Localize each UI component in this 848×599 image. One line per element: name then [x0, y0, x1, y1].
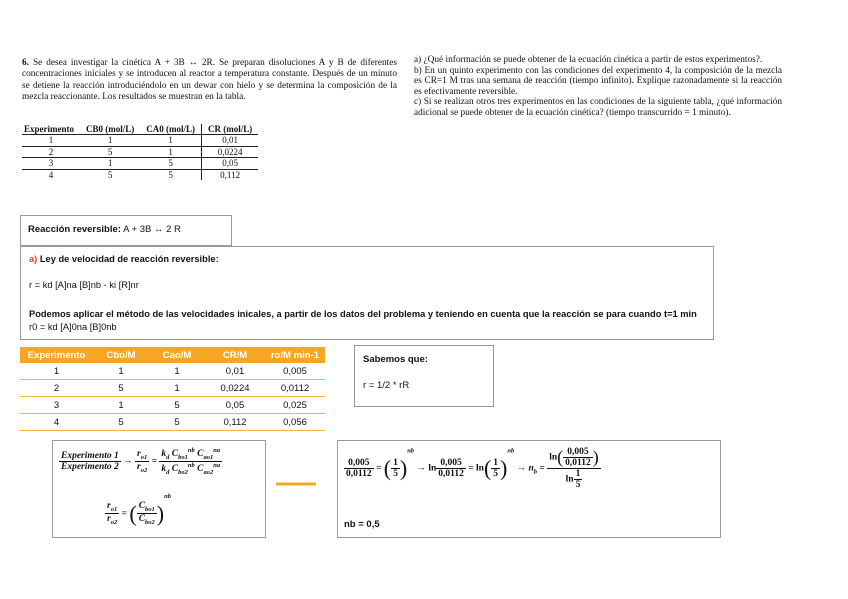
rate-law: r = kd [A]na [B]nb - ki [R]nr — [29, 280, 139, 290]
ln-label: ln — [428, 463, 437, 474]
cell: 1 — [149, 363, 205, 380]
cell: 1 — [93, 397, 149, 414]
table-row — [20, 414, 325, 431]
rate-table-header — [20, 347, 325, 363]
cell: 1 — [80, 158, 140, 170]
table-row — [22, 169, 258, 180]
experiment-fraction — [59, 451, 121, 472]
cell: 5 — [80, 169, 140, 180]
experiment-ratio: $\frac{\text{Experimento 1}}{\text{Experimento 2}}$ → $\frac{r_{o1}}{r_{o2}}$ = $\frac{k_d C_{bo1}^{nb} C_{ao1}^{na}}{k_d C_{bo2}^{nb} C_{ao2}^{na}}$ — [61, 447, 221, 477]
reaction-equation: A + 3B ↔ 2 R — [123, 224, 181, 235]
derivation-box-1 — [52, 440, 266, 538]
problem-statement — [22, 58, 397, 103]
problem-number: 6. — [22, 58, 29, 68]
cell: 0,05 — [205, 397, 265, 414]
cell: 5 — [93, 380, 149, 397]
header-cr: CR/M — [205, 347, 265, 363]
rate-table — [20, 347, 325, 431]
cell: 0,01 — [205, 363, 265, 380]
cell: 1 — [140, 146, 201, 158]
cell: 1 — [80, 135, 140, 147]
cell: 0,112 — [205, 414, 265, 431]
nb-derivation: $\frac{0,005}{0,0112}$ = ( $\frac{1}{5}$ )$^{nb}$ → ln $\frac{0,005}{0,0112}$ = ln( $\frac{1}{5}$ )$^{nb} \to n_b$ = ln( $\frac{0,005}{0,0112}$ ) ln $\frac{1}{5}$ — [346, 447, 599, 490]
part-label: a) — [29, 254, 38, 264]
law-title: Ley de velocidad de reacción reversible: — [39, 254, 219, 264]
sabemos-relation: r = 1/2 * rR — [363, 380, 410, 391]
question-a: a) ¿Qué información se puede obtener de la ecuación cinética a partir de estos experimentos?. — [414, 55, 763, 65]
header-experiment: Experimento — [24, 124, 74, 134]
question-b: b) En un quinto experimento con las condiciones del experimento 4, la composición de la mezcla es CR=1 M tras una semana de reacción (tiempo infinito). Explique razonadamente si la reacción es efectivamente reversible. — [414, 65, 782, 97]
sabemos-box — [354, 345, 494, 407]
cell: 0,005 — [265, 363, 325, 380]
ratio-denominator: 0,0112 — [346, 469, 372, 479]
cell: 0,0224 — [202, 146, 259, 158]
cell: 4 — [22, 169, 80, 180]
table-row — [22, 135, 258, 147]
law-heading — [29, 254, 219, 264]
header-cao: Cao/M — [149, 347, 205, 363]
table-row — [22, 146, 258, 158]
experiment-2-label: Experimento 2 — [61, 462, 119, 473]
reaction-box — [20, 215, 232, 246]
cell: 0,05 — [202, 158, 259, 170]
cell: 1 — [22, 135, 80, 147]
cell: 1 — [20, 363, 93, 380]
cell: 3 — [20, 397, 93, 414]
table-row — [20, 380, 325, 397]
table-row — [20, 363, 325, 380]
problem-text: Se desea investigar la cinética A + 3B ↔ 2R. Se preparan disoluciones A y B de diferentes concentraciones iniciales y se introducen al reactor a temperatura constante. Después de un minuto se detiene la reacción introduciéndolo en un dewar con hielo y se determina la composición de la mezcla reaccionante. Los resultados se muestran en la tabla. — [22, 58, 397, 102]
cell: 3 — [22, 158, 80, 170]
nb-result: nb = 0,5 — [344, 519, 380, 530]
header-ro: ro/M min-1 — [265, 347, 325, 363]
header-ca0: CA0 (mol/L) — [146, 124, 195, 134]
derivation-box-2 — [337, 440, 721, 538]
original-data-table — [22, 124, 258, 180]
initial-rate: r0 = kd [A]0na [B]0nb — [29, 322, 117, 332]
cell: 2 — [20, 380, 93, 397]
rate-law-box — [20, 246, 714, 340]
cell: 5 — [149, 397, 205, 414]
cell: 0,01 — [202, 135, 259, 147]
cell: 0,0112 — [265, 380, 325, 397]
header-cb0: CB0 (mol/L) — [86, 124, 135, 134]
cell: 5 — [80, 146, 140, 158]
cell: 4 — [20, 414, 93, 431]
frac-one: 1 — [393, 458, 398, 468]
cell: 5 — [149, 414, 205, 431]
cell: 1 — [149, 380, 205, 397]
question-c: c) Si se realizan otros tres experimentos en las condiciones de la siguiente tabla, ¿qué información adicional se puede obtener de la ecuación cinética? (tiempo transcurrido = 1 minuto). — [414, 97, 782, 118]
arrow-right-icon — [276, 478, 316, 490]
cell: 0,112 — [202, 169, 259, 180]
method-text: Podemos aplicar el método de las velocidades inicales, a partir de los datos del problema y teniendo en cuenta que la reacción se para cuando t=1 min — [29, 309, 697, 319]
cell: 5 — [140, 169, 201, 180]
rate-ratio-equation: $\frac{r_{o1}}{r_{o2}}$ = ( $\frac{C_{bo1}}{C_{bo2}}$ )$^{nb}$ — [107, 493, 171, 527]
header-cr: CR (mol/L) — [202, 124, 259, 135]
experiment-1-label: Experimento 1 — [61, 451, 119, 462]
cell: 5 — [140, 158, 201, 170]
sabemos-title: Sabemos que: — [363, 354, 428, 365]
header-experiment: Experimento — [20, 347, 93, 363]
table-row — [22, 158, 258, 170]
cell: 0,0224 — [205, 380, 265, 397]
questions — [414, 55, 782, 119]
cell: 1 — [93, 363, 149, 380]
table-row — [20, 397, 325, 414]
cell: 2 — [22, 146, 80, 158]
reaction-label: Reacción reversible: — [28, 224, 121, 235]
cell: 1 — [140, 135, 201, 147]
cell: 5 — [93, 414, 149, 431]
header-cbo: Cbo/M — [93, 347, 149, 363]
cell: 0,025 — [265, 397, 325, 414]
frac-five: 5 — [393, 469, 398, 479]
ratio-numerator: 0,005 — [344, 458, 374, 469]
cell: 0,056 — [265, 414, 325, 431]
original-table-header — [22, 124, 258, 135]
